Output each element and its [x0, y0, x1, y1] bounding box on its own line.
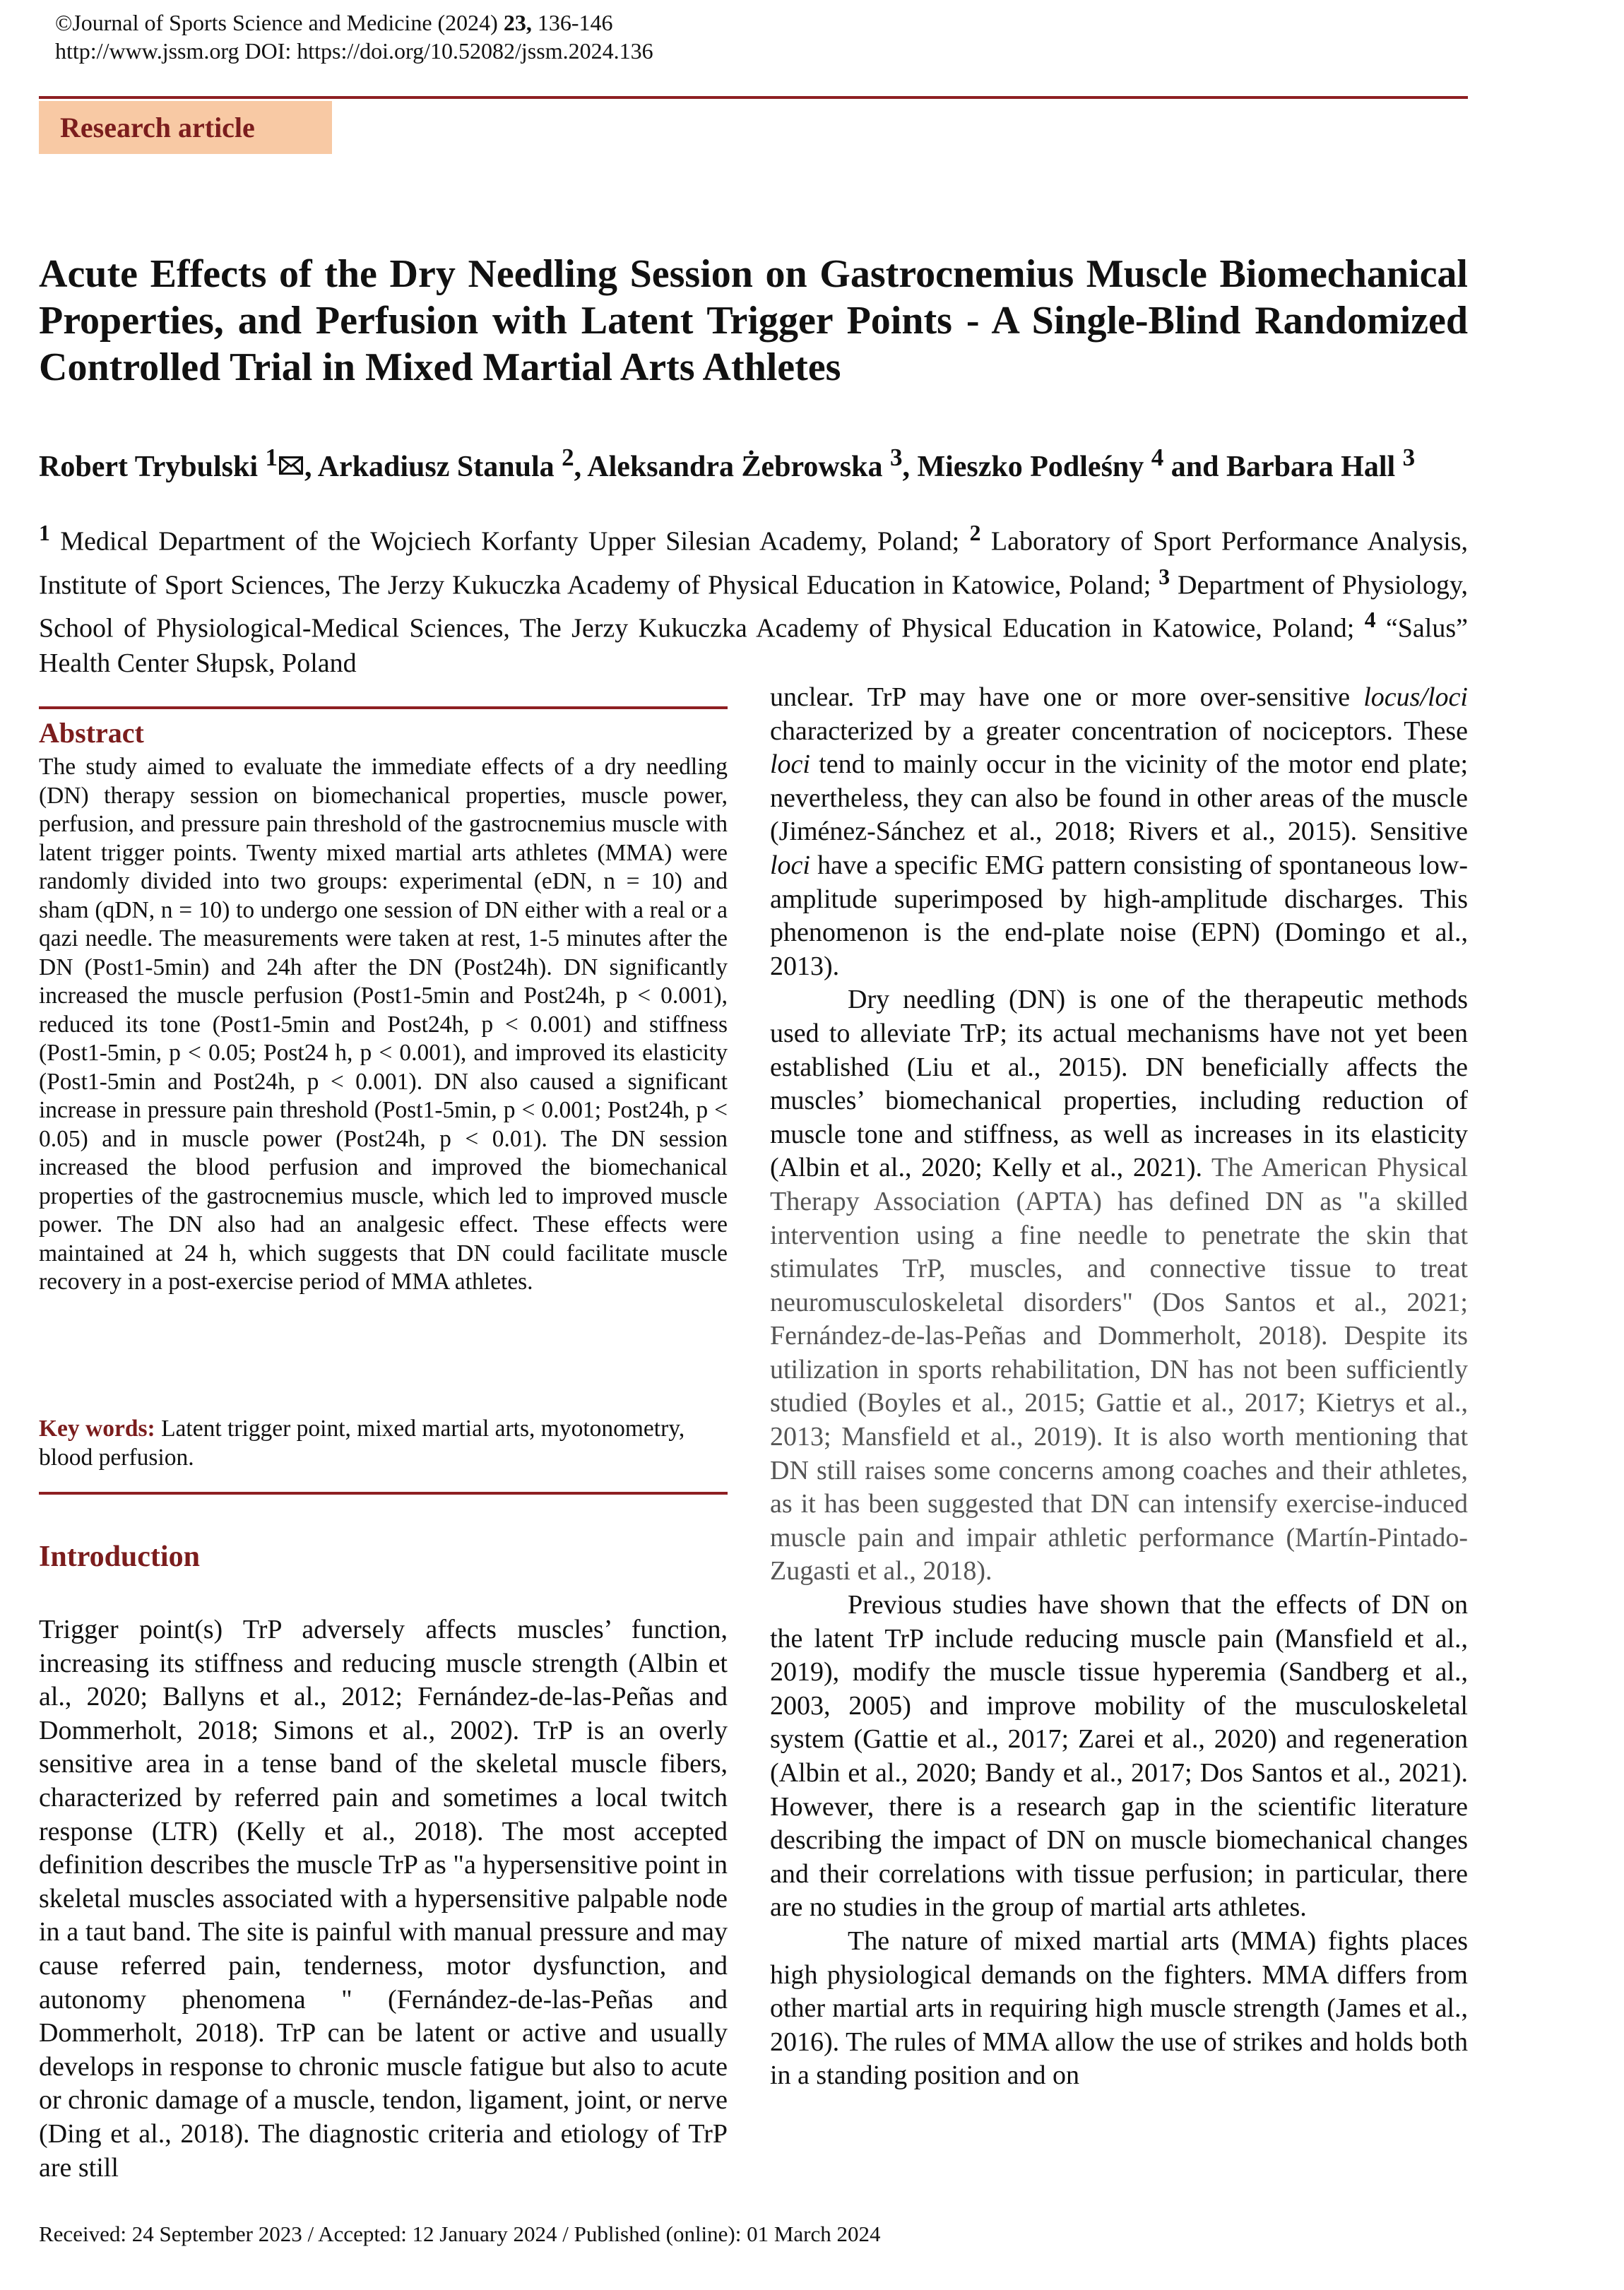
author-list: Robert Trybulski $^1$ , Arkadiusz Stanula $^2$, Aleksandra Żebrowska $^3$, Mieszko Podleśny $^4$ and Barbara Hall $^3$	[39, 444, 1416, 483]
introduction-paragraph: Trigger point(s) TrP adversely affects muscles’ function, increasing its stiffness and reducing muscle strength (Albin et al., 2020; Ballyns et al., 2012; Fernández-de-las-Peñas and Dommerholt, 2018; Simons et al., 2002). TrP is an overly sensitive area in a tense band of the skeletal muscle fibers, characterized by referred pain and sometimes a local twitch response (LTR) (Kelly et al., 2018). The most accepted definition describes the muscle TrP as "a hypersensitive point in skeletal muscles associated with a hypersensitive palpable node in a taut band. The site is painful with manual pressure and may cause referred pain, tenderness, motor dysfunction, and autonomy phenomena " (Fernández-de-las-Peñas and Dommerholt, 2018). TrP can be latent or active and usually develops in response to chronic muscle fatigue but also to acute or chronic damage of a muscle, tendon, ligament, joint, or nerve (Ding et al., 2018). The diagnostic criteria and etiology of TrP are still	[39, 1615, 728, 2183]
introduction-heading: Introduction	[39, 1541, 200, 1573]
journal-citation: ©Journal of Sports Science and Medicine (2024) 23, 136-146	[55, 10, 613, 35]
paragraph-trp-loci: unclear. TrP may have one or more over-sensitive locus/loci characterized by a greater concentration of nociceptors. These loci tend to mainly occur in the vicinity of the motor end plate; nevertheless, they can also be found in other areas of the muscle (Jiménez-Sánchez et al., 2018; Rivers et al., 2015). Sensitive loci have a specific EMG pattern consisting of spontaneous low-amplitude superimposed by high-amplitude discharges. This phenomenon is the end-plate noise (EPN) (Domingo et al., 2013).	[770, 682, 1468, 981]
paragraph-previous-studies: Previous studies have shown that the effects of DN on the latent TrP include reducing muscle pain (Mansfield et al., 2019), modify the muscle tissue hyperemia (Sandberg et al., 2003, 2005) and improve mobility of the musculoskeletal system (Gattie et al., 2017; Zarei et al., 2020) and regeneration (Albin et al., 2020; Bandy et al., 2017; Dos Santos et al., 2021). However, there is a research gap in the scientific literature describing the impact of DN on muscle biomechanical changes and their correlations with tissue perfusion; in particular, there are no studies in the group of martial arts athletes.	[770, 1590, 1468, 1923]
paragraph-mma: The nature of mixed martial arts (MMA) fights places high physiological demands on the fighters. MMA differs from other martial arts in requiring high muscle strength (James et al., 2016). The rules of MMA allow the use of strikes and holds both in a standing position and on	[770, 1926, 1468, 2091]
right-column-text	[770, 681, 1468, 2093]
article-title: Acute Effects of the Dry Needling Session on Gastrocnemius Muscle Biomechanical Properties, and Perfusion with Latent Trigger Points - A Single-Blind Randomized Controlled Trial in Mixed Martial Arts Athletes	[39, 252, 1468, 389]
publication-dates: Received: 24 September 2023 / Accepted: 12 January 2024 / Published (online): 01 March 2024	[39, 2221, 881, 2246]
envelope-icon[interactable]	[279, 456, 303, 475]
abstract-heading: Abstract	[39, 717, 144, 749]
affiliations: $^1$ Medical Department of the Wojciech Korfanty Upper Silesian Academy, Poland; $^2$ Laboratory of Sport Performance Analysis, Institute of Sport Sciences, The Jerzy Kukuczka Academy of Physical Education in Katowice, Poland; $^3$ Department of Physiology, School of Physiological-Medical Sciences, The Jerzy Kukuczka Academy of Physical Education in Katowice, Poland; $^4$ “Salus” Health Center Słupsk, Poland	[39, 521, 1469, 678]
journal-doi: http://www.jssm.org DOI: https://doi.org/10.52082/jssm.2024.136	[55, 38, 653, 64]
paragraph-dry-needling: Dry needling (DN) is one of the therapeutic methods used to alleviate TrP; its actual mechanisms have not yet been established (Liu et al., 2015). DN beneficially affects the muscles’ biomechanical properties, including reduction of muscle tone and stiffness, as well as increases in its elasticity (Albin et al., 2020; Kelly et al., 2021). The American Physical Therapy Association (APTA) has defined DN as "a skilled intervention using a fine needle to penetrate the skin that stimulates TrP, muscles, and connective tissue to treat neuromusculoskeletal disorders" (Dos Santos et al., 2021; Fernández-de-las-Peñas and Dommerholt, 2018). Despite its utilization in sports rehabilitation, DN has not been sufficiently studied (Boyles et al., 2015; Gattie et al., 2017; Kietrys et al., 2013; Mansfield et al., 2019). It is also worth mentioning that DN still raises some concerns among coaches and their athletes, as it has been suggested that DN can intensify exercise-induced muscle pain and impair athletic performance (Martín-Pintado-Zugasti et al., 2018).	[770, 985, 1469, 1586]
article-type-badge: Research article	[39, 101, 332, 154]
abstract-top-rule	[39, 706, 728, 709]
abstract-bottom-rule	[39, 1492, 728, 1495]
header-divider	[39, 96, 1468, 99]
abstract-text: The study aimed to evaluate the immediate effects of a dry needling (DN) therapy session on biomechanical properties, muscle power, perfusion, and pressure pain threshold of the gastrocnemius muscle with latent trigger points. Twenty mixed martial arts athletes (MMA) were randomly divided into two groups: experimental (eDN, n = 10) and sham (qDN, n = 10) to undergo one session of DN either with a real or a qazi needle. The measurements were taken at rest, 1-5 minutes after the DN (Post1-5min) and 24h after the DN (Post24h). DN significantly increased the muscle perfusion (Post1-5min and Post24h, p < 0.001), reduced its tone (Post1-5min and Post24h, p < 0.001) and stiffness (Post1-5min, p < 0.05; Post24 h, p < 0.001), and improved its elasticity (Post1-5min and Post24h, p < 0.001). DN also caused a significant increase in pressure pain threshold (Post1-5min, p < 0.001; Post24h, p < 0.05) and in muscle power (Post24h, p < 0.01). The DN session increased the blood perfusion and improved the biomechanical properties of the gastrocnemius muscle, which led to improved muscle power. The DN also had an analgesic effect. These effects were maintained at 24 h, which suggests that DN could facilitate muscle recovery in a post-exercise period of MMA athletes.	[39, 754, 728, 1295]
keywords: Key words: Latent trigger point, mixed martial arts, myotonometry, blood perfusion.	[39, 1416, 685, 1471]
